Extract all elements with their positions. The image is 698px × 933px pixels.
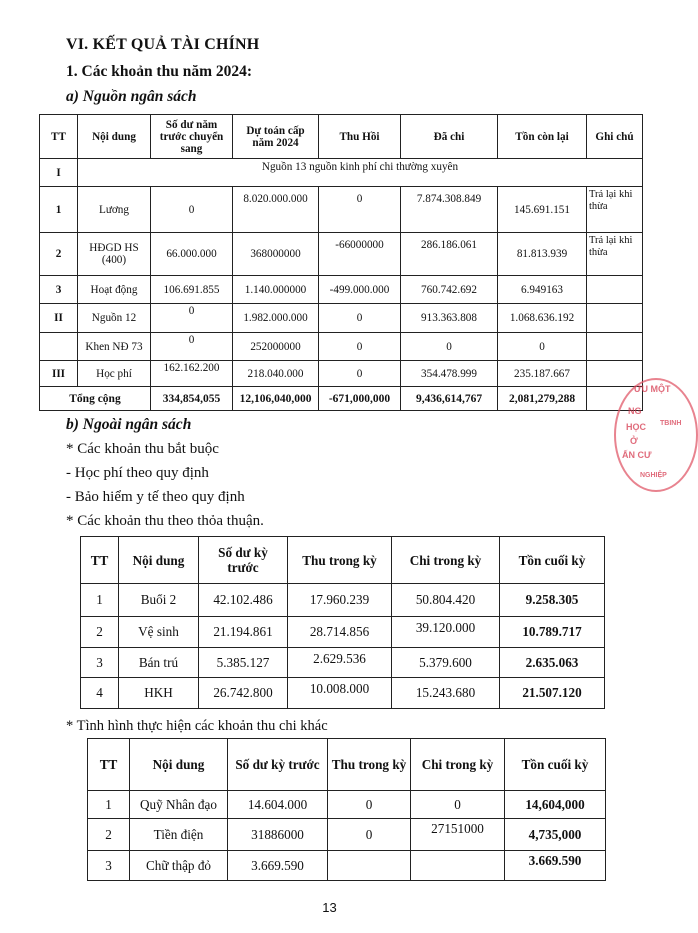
cell-tt: 3 bbox=[88, 851, 130, 881]
table-row bbox=[40, 276, 643, 304]
cell-tt: 1 bbox=[81, 584, 119, 617]
cell-end: 10.789.717 bbox=[500, 617, 605, 648]
table-header-row bbox=[88, 739, 606, 791]
cell-tt: 2 bbox=[88, 819, 130, 851]
cell-income: 17.960.239 bbox=[288, 584, 392, 617]
stamp-text: TBINH bbox=[660, 420, 682, 427]
cell-content: Tiền điện bbox=[130, 819, 228, 851]
cell-tt: 3 bbox=[81, 648, 119, 678]
cell-end: 9.258.305 bbox=[500, 584, 605, 617]
group-row bbox=[40, 159, 643, 187]
total-budget: 12,106,040,000 bbox=[233, 387, 319, 411]
header-cell: Thu trong kỳ bbox=[288, 537, 392, 584]
cell-content: Quỹ Nhân đạo bbox=[130, 791, 228, 819]
table-row bbox=[40, 304, 643, 333]
cell-end: 4,735,000 bbox=[505, 819, 606, 851]
table-row bbox=[88, 791, 606, 819]
cell-recovered: 0 bbox=[319, 333, 401, 361]
header-cell: Thu trong kỳ bbox=[328, 739, 411, 791]
cell-budget: 1.982.000.000 bbox=[233, 304, 319, 333]
cell-prev: 0 bbox=[151, 333, 233, 361]
cell-content: Vệ sinh bbox=[119, 617, 199, 648]
cell-end: 2.635.063 bbox=[500, 648, 605, 678]
cell-content: HKH bbox=[119, 678, 199, 709]
table-row bbox=[81, 678, 605, 709]
page-number: 13 bbox=[322, 900, 337, 915]
cell-remain: 6.949163 bbox=[498, 276, 587, 304]
header-cell: TT bbox=[88, 739, 130, 791]
part-b-line: * Các khoản thu theo thỏa thuận. bbox=[66, 513, 264, 529]
cell-spent: 0 bbox=[401, 333, 498, 361]
cell-note: Trả lại khi thừa bbox=[587, 233, 643, 276]
total-label: Tổng cộng bbox=[40, 387, 151, 411]
cell-income: 2.629.536 bbox=[288, 648, 392, 678]
stamp-text: Ở bbox=[630, 436, 638, 446]
cell-prev: 0 bbox=[151, 304, 233, 333]
total-recovered: -671,000,000 bbox=[319, 387, 401, 411]
total-remain: 2,081,279,288 bbox=[498, 387, 587, 411]
stamp-text: ƯU MỘT bbox=[634, 384, 671, 394]
cell-note bbox=[587, 333, 643, 361]
table-row bbox=[88, 819, 606, 851]
cell-spent: 913.363.808 bbox=[401, 304, 498, 333]
cell-note: Trả lại khi thừa bbox=[587, 187, 643, 233]
cell-content: Nguồn 12 bbox=[78, 304, 151, 333]
cell-tt: 2 bbox=[81, 617, 119, 648]
other-revenue-table bbox=[87, 738, 606, 881]
header-cell: Chi trong kỳ bbox=[392, 537, 500, 584]
table-header-row bbox=[81, 537, 605, 584]
cell-content: Hoạt động bbox=[78, 276, 151, 304]
cell-content: Khen NĐ 73 bbox=[78, 333, 151, 361]
cell-content: Lương bbox=[78, 187, 151, 233]
total-row bbox=[40, 387, 643, 411]
cell-spent: 0 bbox=[411, 791, 505, 819]
cell-content: HĐGD HS (400) bbox=[78, 233, 151, 276]
cell-remain: 1.068.636.192 bbox=[498, 304, 587, 333]
budget-table bbox=[39, 114, 643, 411]
table-row bbox=[40, 361, 643, 387]
cell-prev: 21.194.861 bbox=[199, 617, 288, 648]
stamp-text: NG bbox=[628, 406, 642, 416]
table-row bbox=[88, 851, 606, 881]
table-row bbox=[81, 617, 605, 648]
cell-recovered: -499.000.000 bbox=[319, 276, 401, 304]
table-row bbox=[81, 648, 605, 678]
cell-budget: 252000000 bbox=[233, 333, 319, 361]
cell-content: Buổi 2 bbox=[119, 584, 199, 617]
cell-content: Học phí bbox=[78, 361, 151, 387]
cell-remain: 0 bbox=[498, 333, 587, 361]
cell-budget: 1.140.000000 bbox=[233, 276, 319, 304]
header-cell: Thu Hồi bbox=[319, 115, 401, 159]
header-cell: Nội dung bbox=[119, 537, 199, 584]
part-a-title: a) Nguồn ngân sách bbox=[66, 88, 197, 105]
cell-income: 10.008.000 bbox=[288, 678, 392, 709]
section-title: VI. KẾT QUẢ TÀI CHÍNH bbox=[66, 36, 260, 53]
cell-note bbox=[587, 276, 643, 304]
cell-end: 14,604,000 bbox=[505, 791, 606, 819]
total-spent: 9,436,614,767 bbox=[401, 387, 498, 411]
header-cell: Tồn cuối kỳ bbox=[500, 537, 605, 584]
cell-content: Bán trú bbox=[119, 648, 199, 678]
header-cell: Ghi chú bbox=[587, 115, 643, 159]
header-cell: Dự toán cấp năm 2024 bbox=[233, 115, 319, 159]
cell-income bbox=[328, 851, 411, 881]
cell-tt: III bbox=[40, 361, 78, 387]
cell-prev: 3.669.590 bbox=[228, 851, 328, 881]
cell-tt: 2 bbox=[40, 233, 78, 276]
cell-prev: 31886000 bbox=[228, 819, 328, 851]
cell-end: 21.507.120 bbox=[500, 678, 605, 709]
cell-recovered: 0 bbox=[319, 187, 401, 233]
cell-recovered: -66000000 bbox=[319, 233, 401, 276]
cell-tt bbox=[40, 333, 78, 361]
cell-prev: 14.604.000 bbox=[228, 791, 328, 819]
cell-remain: 235.187.667 bbox=[498, 361, 587, 387]
part-b-line: * Các khoản thu bắt buộc bbox=[66, 441, 219, 457]
cell-prev: 42.102.486 bbox=[199, 584, 288, 617]
header-cell: Tồn cuối kỳ bbox=[505, 739, 606, 791]
cell-spent: 5.379.600 bbox=[392, 648, 500, 678]
cell-budget: 368000000 bbox=[233, 233, 319, 276]
cell-spent: 354.478.999 bbox=[401, 361, 498, 387]
header-cell: Chi trong kỳ bbox=[411, 739, 505, 791]
cell-spent: 760.742.692 bbox=[401, 276, 498, 304]
cell-end: 3.669.590 bbox=[505, 851, 606, 881]
cell-prev: 0 bbox=[151, 187, 233, 233]
group-label: Nguồn 13 nguồn kinh phí chi thường xuyên bbox=[78, 159, 643, 187]
table-row bbox=[40, 233, 643, 276]
cell-note bbox=[587, 361, 643, 387]
part-b-line: - Học phí theo quy định bbox=[66, 465, 209, 481]
cell-prev: 5.385.127 bbox=[199, 648, 288, 678]
stamp-text: NGHIỆP bbox=[640, 472, 667, 479]
cell-prev: 106.691.855 bbox=[151, 276, 233, 304]
cell-spent bbox=[411, 851, 505, 881]
cell-prev: 66.000.000 bbox=[151, 233, 233, 276]
cell-spent: 286.186.061 bbox=[401, 233, 498, 276]
cell-spent: 7.874.308.849 bbox=[401, 187, 498, 233]
cell-budget: 8.020.000.000 bbox=[233, 187, 319, 233]
cell-remain: 145.691.151 bbox=[498, 187, 587, 233]
table-header-row bbox=[40, 115, 643, 159]
stamp-text: ẤN CƯ bbox=[622, 450, 652, 460]
stamp-text: HỌC bbox=[626, 422, 646, 432]
cell-income: 0 bbox=[328, 791, 411, 819]
header-cell: TT bbox=[40, 115, 78, 159]
cell-spent: 39.120.000 bbox=[392, 617, 500, 648]
outside-budget-table bbox=[80, 536, 605, 709]
cell-tt: 4 bbox=[81, 678, 119, 709]
total-prev: 334,854,055 bbox=[151, 387, 233, 411]
cell-tt: 3 bbox=[40, 276, 78, 304]
subsection-title: 1. Các khoản thu năm 2024: bbox=[66, 63, 253, 80]
header-cell: Tồn còn lại bbox=[498, 115, 587, 159]
header-cell: Số dư kỳ trước bbox=[199, 537, 288, 584]
header-cell: Nội dung bbox=[78, 115, 151, 159]
header-cell: Nội dung bbox=[130, 739, 228, 791]
header-cell: TT bbox=[81, 537, 119, 584]
cell-spent: 50.804.420 bbox=[392, 584, 500, 617]
cell-income: 28.714.856 bbox=[288, 617, 392, 648]
cell-note bbox=[587, 304, 643, 333]
cell-tt: II bbox=[40, 304, 78, 333]
cell-budget: 218.040.000 bbox=[233, 361, 319, 387]
part-c-title: * Tình hình thực hiện các khoản thu chi khác bbox=[66, 718, 328, 734]
red-stamp bbox=[614, 378, 698, 492]
header-cell: Đã chi bbox=[401, 115, 498, 159]
cell-remain: 81.813.939 bbox=[498, 233, 587, 276]
table-row bbox=[40, 333, 643, 361]
cell-spent: 15.243.680 bbox=[392, 678, 500, 709]
cell-content: Chữ thập đỏ bbox=[130, 851, 228, 881]
part-b-line: - Bảo hiểm y tế theo quy định bbox=[66, 489, 245, 505]
cell-recovered: 0 bbox=[319, 361, 401, 387]
table-row bbox=[40, 187, 643, 233]
cell-prev: 162.162.200 bbox=[151, 361, 233, 387]
cell-income: 0 bbox=[328, 819, 411, 851]
cell-prev: 26.742.800 bbox=[199, 678, 288, 709]
group-tt: I bbox=[40, 159, 78, 187]
part-b-title: b) Ngoài ngân sách bbox=[66, 416, 192, 433]
cell-recovered: 0 bbox=[319, 304, 401, 333]
table-row bbox=[81, 584, 605, 617]
header-cell: Số dư năm trước chuyển sang bbox=[151, 115, 233, 159]
cell-tt: 1 bbox=[40, 187, 78, 233]
cell-spent: 27151000 bbox=[411, 819, 505, 851]
cell-tt: 1 bbox=[88, 791, 130, 819]
header-cell: Số dư kỳ trước bbox=[228, 739, 328, 791]
